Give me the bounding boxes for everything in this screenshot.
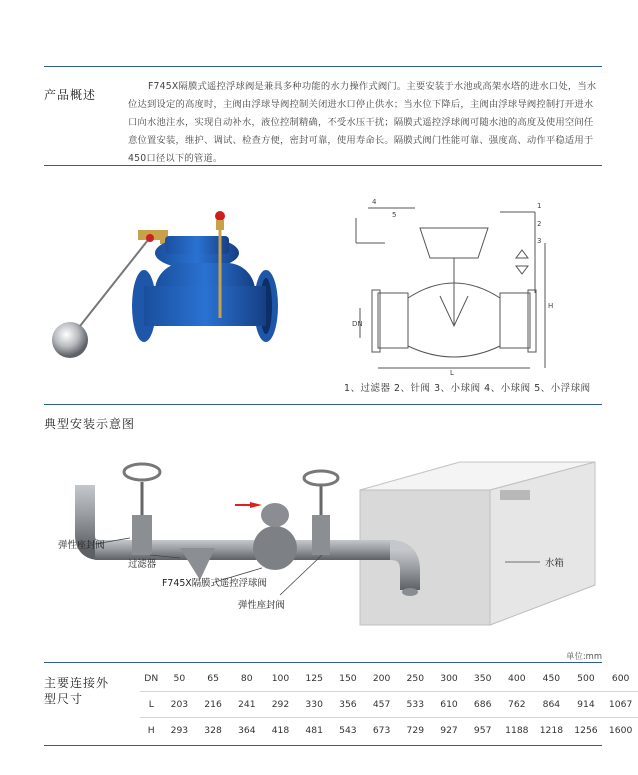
table-cell: 686 bbox=[466, 692, 500, 718]
drawing-label-3: 3 bbox=[537, 237, 542, 245]
table-cell: 543 bbox=[339, 725, 357, 736]
table-cell: 1188 bbox=[505, 725, 529, 736]
table-cell: 328 bbox=[204, 725, 222, 736]
table-cell: 100 bbox=[271, 673, 290, 684]
table-cell: 241 bbox=[230, 692, 264, 718]
table-cell: 150 bbox=[339, 673, 357, 684]
installation-illustration bbox=[40, 440, 610, 640]
drawing-label-L: L bbox=[450, 369, 454, 377]
label-remote-float-valve: F745X隔膜式遥控浮球阀 bbox=[162, 578, 267, 589]
table-top-rule bbox=[44, 662, 602, 663]
table-cell: 293 bbox=[170, 725, 189, 736]
drawing-label-1: 1 bbox=[537, 202, 542, 210]
table-cell: 80 bbox=[240, 673, 253, 684]
table-cell: 729 bbox=[406, 725, 425, 736]
label-seat-valve-1: 弹性座封阀 bbox=[58, 540, 105, 551]
table-cell: 914 bbox=[569, 692, 604, 718]
table-cell: 50 bbox=[173, 673, 186, 684]
label-water-tank: 水箱 bbox=[545, 558, 564, 569]
table-bottom-rule bbox=[44, 745, 602, 746]
table-cell: 216 bbox=[196, 692, 230, 718]
table-cell: 1256 bbox=[574, 725, 598, 736]
drawing-label-4: 4 bbox=[372, 198, 377, 206]
product-photo bbox=[40, 198, 280, 373]
table-cell: 762 bbox=[500, 692, 535, 718]
table-cell: 533 bbox=[398, 692, 432, 718]
top-rule bbox=[44, 66, 602, 67]
table-cell: 125 bbox=[305, 673, 323, 684]
table-cell: 500 bbox=[577, 673, 595, 684]
table-cell: 356 bbox=[331, 692, 365, 718]
unit-label: 单位:mm bbox=[566, 651, 602, 661]
table-cell: 673 bbox=[372, 725, 391, 736]
drawing-label-H: H bbox=[548, 302, 554, 310]
table-cell: 610 bbox=[432, 692, 466, 718]
table-cell: 418 bbox=[271, 725, 290, 736]
table-cell: 364 bbox=[238, 725, 256, 736]
table-cell: 1600 bbox=[608, 725, 633, 736]
technical-drawing bbox=[350, 198, 560, 378]
table-cell: 600 bbox=[611, 673, 630, 684]
table-row bbox=[140, 666, 638, 692]
table-cell: 450 bbox=[542, 673, 561, 684]
table-cell: 350 bbox=[473, 673, 492, 684]
table-cell: 927 bbox=[440, 725, 458, 736]
row-header: DN bbox=[144, 673, 159, 684]
table-row bbox=[140, 692, 638, 718]
table-cell: 330 bbox=[297, 692, 331, 718]
overview-text: F745X隔膜式遥控浮球阀是兼具多种功能的水力操作式阀门。主要安装于水池或高架水塔的进水口处，当水位达到设定的高度时，主阀由浮球导阀控制关闭进水口停止供水；当水位下降后，主阀由浮球导阀控制打开进水口向水池注水，实现自动补水，液位控制精确，不受水压干扰；隔膜式遥控浮球阀可随水池的高度及使用空间任意位置安装，维护、调试、检查方便，密封可靠，使用寿命长。隔膜式阀门性能可靠、强度高、动作平稳适用于450口径以下的管道。 bbox=[128, 81, 597, 164]
row-header: L bbox=[140, 692, 163, 718]
drawing-caption: 1、过滤器 2、针阀 3、小球阀 4、小球阀 5、小浮球阀 bbox=[344, 383, 591, 394]
overview-title: 产品概述 bbox=[44, 88, 97, 102]
drawing-label-5: 5 bbox=[392, 211, 397, 219]
table-cell: 300 bbox=[440, 673, 458, 684]
table-cell: 957 bbox=[473, 725, 492, 736]
table-cell: 200 bbox=[372, 673, 391, 684]
label-seat-valve-2: 弹性座封阀 bbox=[238, 600, 285, 611]
mid-rule bbox=[44, 404, 602, 405]
table-cell: 292 bbox=[264, 692, 298, 718]
table-row bbox=[140, 718, 638, 744]
table-cell: 864 bbox=[534, 692, 569, 718]
overview-bottom-rule bbox=[44, 165, 602, 166]
table-cell: 65 bbox=[207, 673, 219, 684]
table-cell: 481 bbox=[305, 725, 323, 736]
table-cell: 203 bbox=[163, 692, 197, 718]
installation-title: 典型安装示意图 bbox=[44, 417, 136, 431]
label-filter: 过滤器 bbox=[128, 559, 157, 570]
table-cell: 1067 bbox=[603, 692, 638, 718]
table-cell: 250 bbox=[406, 673, 425, 684]
drawing-label-2: 2 bbox=[537, 220, 542, 228]
table-cell: 457 bbox=[365, 692, 399, 718]
table-cell: 400 bbox=[508, 673, 526, 684]
drawing-label-DN: DN bbox=[352, 320, 363, 328]
row-header: H bbox=[147, 725, 155, 736]
float-ball bbox=[52, 322, 88, 358]
dimensions-title: 主要连接外型尺寸 bbox=[44, 676, 110, 706]
dimensions-table bbox=[140, 666, 638, 743]
table-cell: 1218 bbox=[539, 725, 564, 736]
